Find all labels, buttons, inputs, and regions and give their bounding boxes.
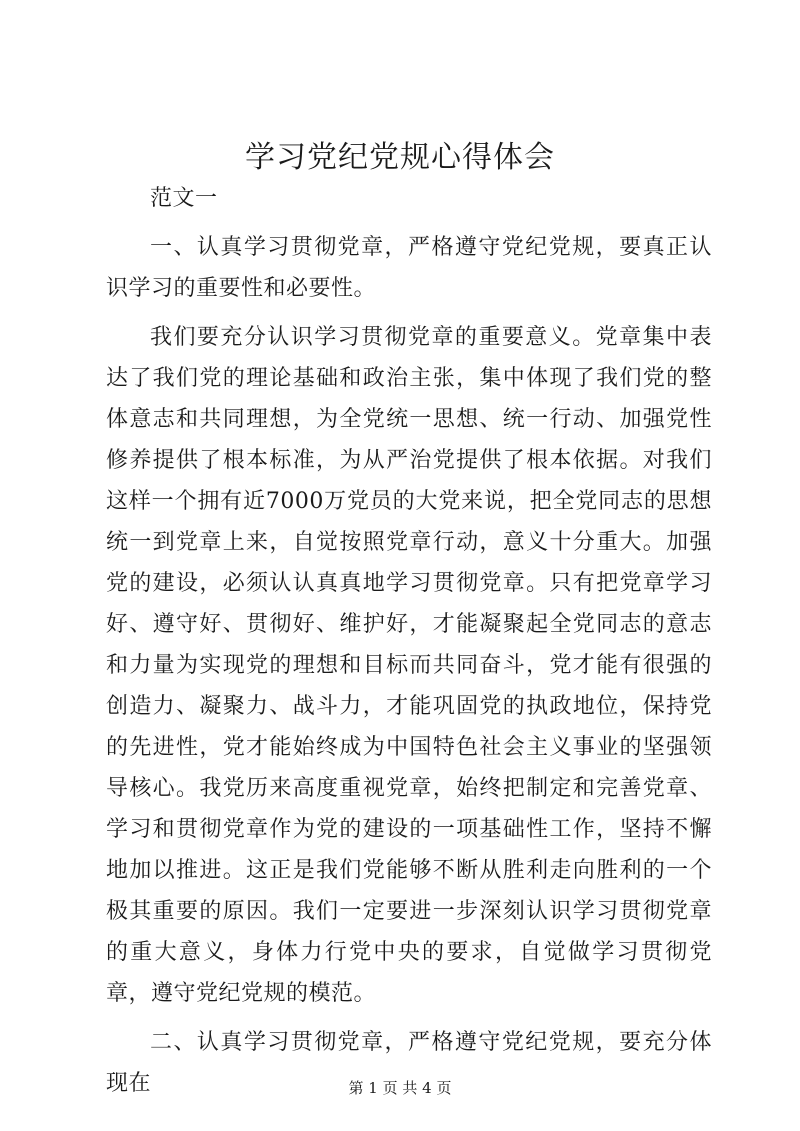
page-footer: 第 1 页 共 4 页	[348, 1079, 452, 1097]
document-title: 学习党纪党规心得体会	[245, 140, 555, 175]
document-body	[106, 178, 712, 1104]
paragraph-section-one-heading: 一、认真学习贯彻党章，严格遵守党纪党规，要真正认识学习的重要性和必要性。	[106, 235, 712, 301]
paragraph-sample-label: 范文一	[150, 186, 218, 211]
paragraph-section-two-heading: 二、认真学习贯彻党章，严格遵守党纪党规，要充分体现在	[106, 1030, 712, 1096]
paragraph-main-body: 我们要充分认识学习贯彻党章的重要意义。党章集中表达了我们党的理论基础和政治主张，集中体现了我们党的整体意志和共同理想，为全党统一思想、统一行动、加强党性修养提供了根本标准，为从严治党提供了根本依据。对我们这样一个拥有近7000万党员的大党来说，把全党同志的思想统一到党章上来，自觉按照党章行动，意义十分重大。加强党的建设，必须认认真真地学习贯彻党章。只有把党章学习好、遵守好、贯彻好、维护好，才能凝聚起全党同志的意志和力量为实现党的理想和目标而共同奋斗，党才能有很强的创造力、凝聚力、战斗力，才能巩固党的执政地位，保持党的先进性，党才能始终成为中国特色社会主义事业的坚强领导核心。我党历来高度重视党章，始终把制定和完善党章、学习和贯彻党章作为党的建设的一项基础性工作，坚持不懈地加以推进。这正是我们党能够不断从胜利走向胜利的一个极其重要的原因。我们一定要进一步深刻认识学习贯彻党章的重大意义，身体力行党中央的要求，自觉做学习贯彻党章，遵守党纪党规的模范。	[106, 325, 712, 1006]
